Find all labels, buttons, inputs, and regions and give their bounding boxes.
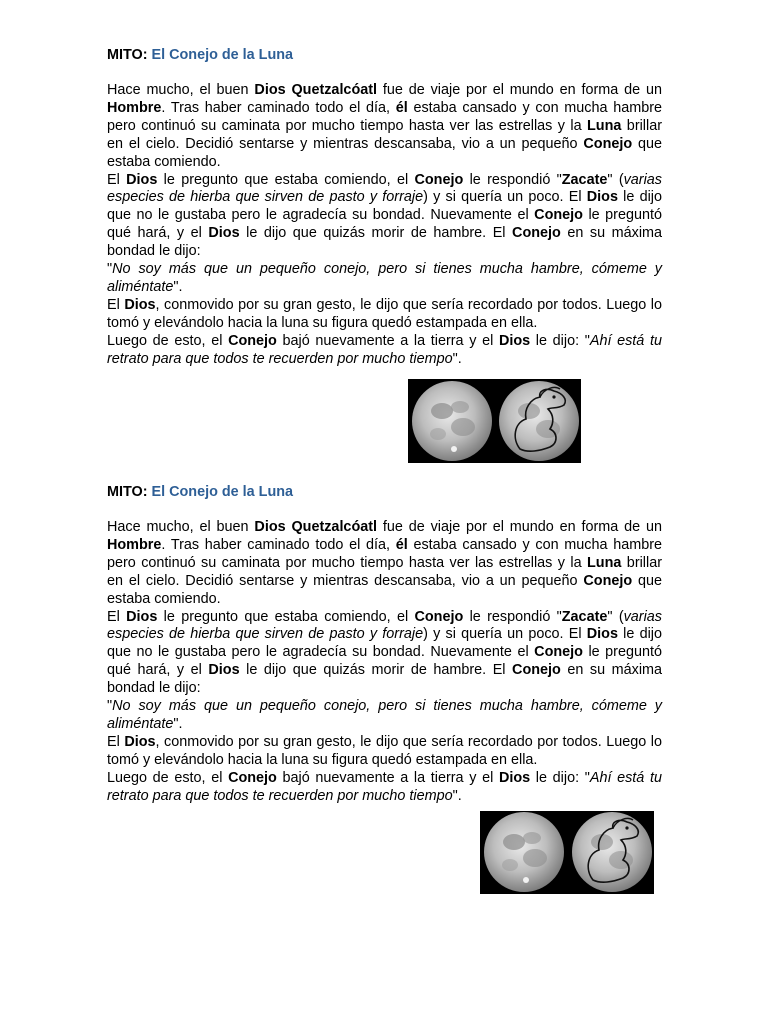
text-run: le dijo que quizás morir de hambre. El (239, 225, 513, 242)
bold-run: Conejo (512, 225, 561, 242)
text-run: ) y si quería un poco. El (423, 189, 587, 206)
text-run: El (107, 608, 127, 625)
bold-run: Conejo (414, 171, 464, 188)
text-run: le respondió " (463, 171, 562, 188)
text-run: estaba cansado y con mucha hambre pero continuó su caminata por mucho tiempo hasta ver las estrellas y la (107, 536, 662, 571)
bold-run: Dios (586, 626, 618, 643)
bold-run: Luna (587, 554, 622, 571)
text-run: ". (173, 278, 183, 295)
text-run: le pregunto que estaba comiendo, el (157, 608, 415, 625)
bold-run: Dios (124, 296, 156, 313)
text-run: ". (452, 787, 462, 804)
heading-title: El Conejo de la Luna (151, 484, 294, 500)
text-run: " (107, 698, 113, 715)
rabbit-moon-drawing (499, 381, 579, 461)
text-run: brillar en el cielo. Decidió sentarse y mientras descansaba, vio a un pequeño (107, 554, 662, 589)
heading-label: MITO: (107, 47, 148, 63)
text-run: en su máxima bondad le dijo: (107, 225, 663, 260)
text-run: le dijo: " (530, 332, 590, 349)
text-run: Hace mucho, el buen (107, 82, 255, 98)
story-body (107, 519, 662, 806)
text-run: " ( (607, 171, 624, 188)
full-moon-photo (412, 381, 492, 461)
bold-run: Conejo (583, 572, 633, 589)
bold-run: Luna (587, 117, 622, 134)
story-paragraph (107, 172, 662, 262)
section-heading (107, 483, 662, 501)
bold-run: él (395, 99, 408, 116)
moon-illustration (408, 379, 581, 463)
text-run: le dijo que no le gustaba pero le agradecía su bondad. Nuevamente el (107, 626, 662, 661)
bold-run: Zacate (561, 171, 608, 188)
text-run: en su máxima bondad le dijo: (107, 662, 663, 697)
moon-illustration (480, 811, 654, 894)
text-run: fue de viaje por el mundo en forma de un (377, 519, 662, 535)
text-run: bajó nuevamente a la tierra y el (276, 332, 499, 349)
story-paragraph (107, 261, 662, 297)
text-run: bajó nuevamente a la tierra y el (276, 769, 499, 786)
story-paragraph (107, 770, 662, 806)
text-run: El (107, 296, 125, 313)
story-paragraph (107, 297, 662, 333)
text-run: . Tras haber caminado todo el día, (161, 99, 396, 116)
text-run: le dijo: " (530, 769, 590, 786)
italic-run: No soy más que un pequeño conejo, pero si tienes mucha hambre, cómeme y aliméntate (107, 698, 662, 732)
text-run: El (107, 733, 125, 750)
text-run: ". (173, 715, 183, 732)
bold-run: él (395, 536, 408, 553)
italic-run: varias especies de hierba que sirven de pasto y forraje (107, 171, 662, 206)
bold-run: Hombre (107, 99, 162, 116)
section-heading (107, 46, 662, 64)
text-run: ) y si quería un poco. El (423, 626, 587, 643)
rabbit-moon-drawing (572, 812, 652, 892)
text-run: le preguntó qué hará, y el (107, 207, 662, 242)
moon-rabbit-image (408, 379, 581, 463)
italic-run: No soy más que un pequeño conejo, pero si tienes mucha hambre, cómeme y aliméntate (107, 261, 662, 295)
story-paragraph (107, 519, 662, 609)
full-moon-photo (484, 812, 564, 892)
bold-run: Dios Quetzalcóatl (254, 82, 378, 98)
text-run: El (107, 171, 127, 188)
story-paragraph (107, 609, 662, 699)
bold-run: Conejo (228, 769, 277, 786)
heading-title: El Conejo de la Luna (151, 47, 294, 63)
text-run: Hace mucho, el buen (107, 519, 255, 535)
heading-label: MITO: (107, 484, 148, 500)
bold-run: Conejo (228, 332, 277, 349)
text-run: le dijo que no le gustaba pero le agradecía su bondad. Nuevamente el (107, 189, 662, 224)
text-run: " (107, 261, 113, 278)
text-run: , conmovido por su gran gesto, le dijo que sería recordado por todos. Luego lo tomó y elevándolo hacia la luna su figura quedó estampada en ella. (107, 296, 662, 331)
bold-run: Dios (126, 608, 158, 625)
italic-run: varias especies de hierba que sirven de pasto y forraje (107, 608, 662, 643)
story-paragraph (107, 734, 662, 770)
italic-run: Ahí está tu retrato para que todos te recuerden por mucho tiempo (107, 332, 662, 367)
text-run: " ( (607, 608, 624, 625)
bold-run: Conejo (583, 135, 633, 152)
text-run: le respondió " (463, 608, 562, 625)
bold-run: Conejo (414, 608, 464, 625)
italic-run: Ahí está tu retrato para que todos te recuerden por mucho tiempo (107, 769, 662, 804)
bold-run: Dios (498, 332, 531, 349)
bold-run: Dios (126, 171, 158, 188)
bold-run: Conejo (512, 662, 561, 679)
story-body (107, 82, 662, 369)
text-run: le dijo que quizás morir de hambre. El (239, 662, 513, 679)
text-run: Luego de esto, el (107, 332, 229, 349)
text-run: le pregunto que estaba comiendo, el (157, 171, 415, 188)
text-run: que estaba comiendo. (107, 135, 662, 170)
bold-run: Zacate (561, 608, 608, 625)
bold-run: Dios (208, 662, 240, 679)
text-run: fue de viaje por el mundo en forma de un (377, 82, 662, 98)
bold-run: Dios (586, 189, 618, 206)
story-paragraph (107, 333, 662, 369)
text-run: Luego de esto, el (107, 769, 229, 786)
text-run: , conmovido por su gran gesto, le dijo que sería recordado por todos. Luego lo tomó y elevándolo hacia la luna su figura quedó estampada en ella. (107, 733, 662, 768)
bold-run: Dios (498, 769, 531, 786)
bold-run: Dios (208, 225, 240, 242)
bold-run: Dios (124, 733, 156, 750)
story-paragraph (107, 82, 662, 172)
text-run: brillar en el cielo. Decidió sentarse y mientras descansaba, vio a un pequeño (107, 117, 662, 152)
myth-section-2 (107, 483, 662, 806)
bold-run: Conejo (534, 644, 583, 661)
bold-run: Dios Quetzalcóatl (254, 519, 378, 535)
bold-run: Hombre (107, 536, 162, 553)
text-run: ". (452, 350, 462, 367)
text-run: estaba cansado y con mucha hambre pero continuó su caminata por mucho tiempo hasta ver las estrellas y la (107, 99, 662, 134)
text-run: . Tras haber caminado todo el día, (161, 536, 396, 553)
moon-rabbit-image (480, 811, 654, 894)
text-run: que estaba comiendo. (107, 572, 662, 607)
myth-section-1 (107, 46, 662, 369)
bold-run: Conejo (534, 207, 583, 224)
story-paragraph (107, 698, 662, 734)
text-run: le preguntó qué hará, y el (107, 644, 662, 679)
